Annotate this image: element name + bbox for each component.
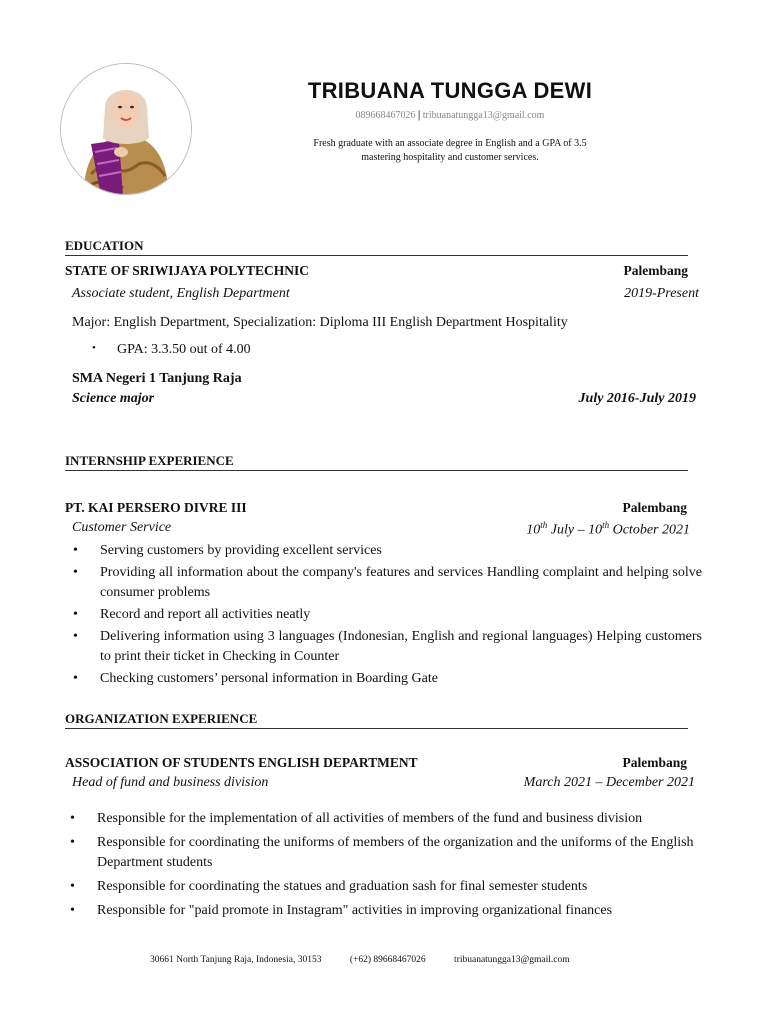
school2-role: Science major — [72, 391, 155, 406]
internship-location: Palembang — [622, 500, 687, 515]
contact-phone: 089668467026 — [355, 110, 416, 121]
bullet-icon: • — [92, 342, 96, 354]
footer-email[interactable]: tribuanatungga13@gmail.com — [454, 955, 570, 965]
internship-date — [450, 520, 690, 539]
contact-separator: | — [418, 110, 421, 121]
footer-contact — [150, 955, 630, 965]
school-role: Associate student, English Department — [72, 286, 290, 301]
gpa-text: GPA: 3.3.50 out of 4.00 — [117, 342, 251, 357]
footer-phone: (+62) 89668467026 — [349, 955, 426, 965]
school-date: 2019-Present — [624, 286, 699, 301]
date-start-day: 10 — [526, 522, 541, 538]
internship-heading: INTERNSHIP EXPERIENCE — [65, 453, 688, 471]
list-item: • Serving customers by providing excellent services — [65, 541, 702, 561]
school-major: Major: English Department, Specialization: Diploma III English Department Hospitality — [72, 315, 568, 330]
organization-location: Palembang — [622, 755, 687, 770]
footer-address: 30661 North Tanjung Raja, Indonesia, 30153 — [150, 955, 322, 965]
date-end-rest: October 2021 — [609, 522, 690, 538]
date-start-rest: July – — [547, 522, 589, 538]
organization-role: Head of fund and business division — [72, 775, 269, 790]
profile-photo — [60, 63, 192, 195]
school-name: STATE OF SRIWIJAYA POLYTECHNIC — [65, 263, 309, 278]
list-item: • Responsible for coordinating the uniforms of members of the organization and the uniforms of the English Department students — [62, 833, 696, 873]
date-end-sup: th — [602, 520, 610, 530]
list-item: • Record and report all activities neatly — [65, 605, 702, 625]
date-start-sup: th — [540, 520, 548, 530]
list-item: • Responsible for the implementation of all activities of members of the fund and business division — [62, 809, 696, 829]
contact-line — [250, 110, 650, 121]
profile-photo-illustration — [61, 64, 191, 194]
profile-summary — [270, 137, 630, 165]
list-item: • Responsible for coordinating the statues and graduation sash for final semester students — [62, 877, 696, 897]
organization-heading: ORGANIZATION EXPERIENCE — [65, 711, 688, 729]
date-end-day: 10 — [588, 522, 603, 538]
list-item: • Responsible for "paid promote in Instagram" activities in improving organizational finances — [62, 901, 696, 921]
organization-date: March 2021 – December 2021 — [523, 775, 695, 790]
organization-bullet-list — [62, 809, 696, 921]
list-item: • Delivering information using 3 languages (Indonesian, English and regional languages) Helping customers to print their ticket in Checking in Counter — [65, 627, 702, 667]
organization-name: ASSOCIATION OF STUDENTS ENGLISH DEPARTMENT — [65, 755, 418, 770]
school2-date: July 2016-July 2019 — [578, 391, 696, 406]
internship-company: PT. KAI PERSERO DIVRE III — [65, 500, 247, 515]
education-heading: EDUCATION — [65, 238, 688, 256]
internship-role: Customer Service — [72, 520, 172, 535]
internship-bullet-list — [65, 541, 702, 689]
contact-email[interactable]: tribuanatungga13@gmail.com — [422, 110, 545, 121]
summary-line: Fresh graduate with an associate degree in English and a GPA of 3.5 — [313, 138, 587, 149]
school2-name: SMA Negeri 1 Tanjung Raja — [72, 371, 242, 386]
list-item: • Checking customers’ personal information in Boarding Gate — [65, 669, 702, 689]
candidate-name: TRIBUANA TUNGGA DEWI — [307, 78, 593, 103]
list-item: • Providing all information about the company's features and services Handling complaint and helping solve consumer problems — [65, 563, 702, 603]
summary-line: mastering hospitality and customer services. — [361, 152, 539, 163]
gpa-item — [92, 342, 251, 358]
school-location: Palembang — [623, 263, 688, 278]
